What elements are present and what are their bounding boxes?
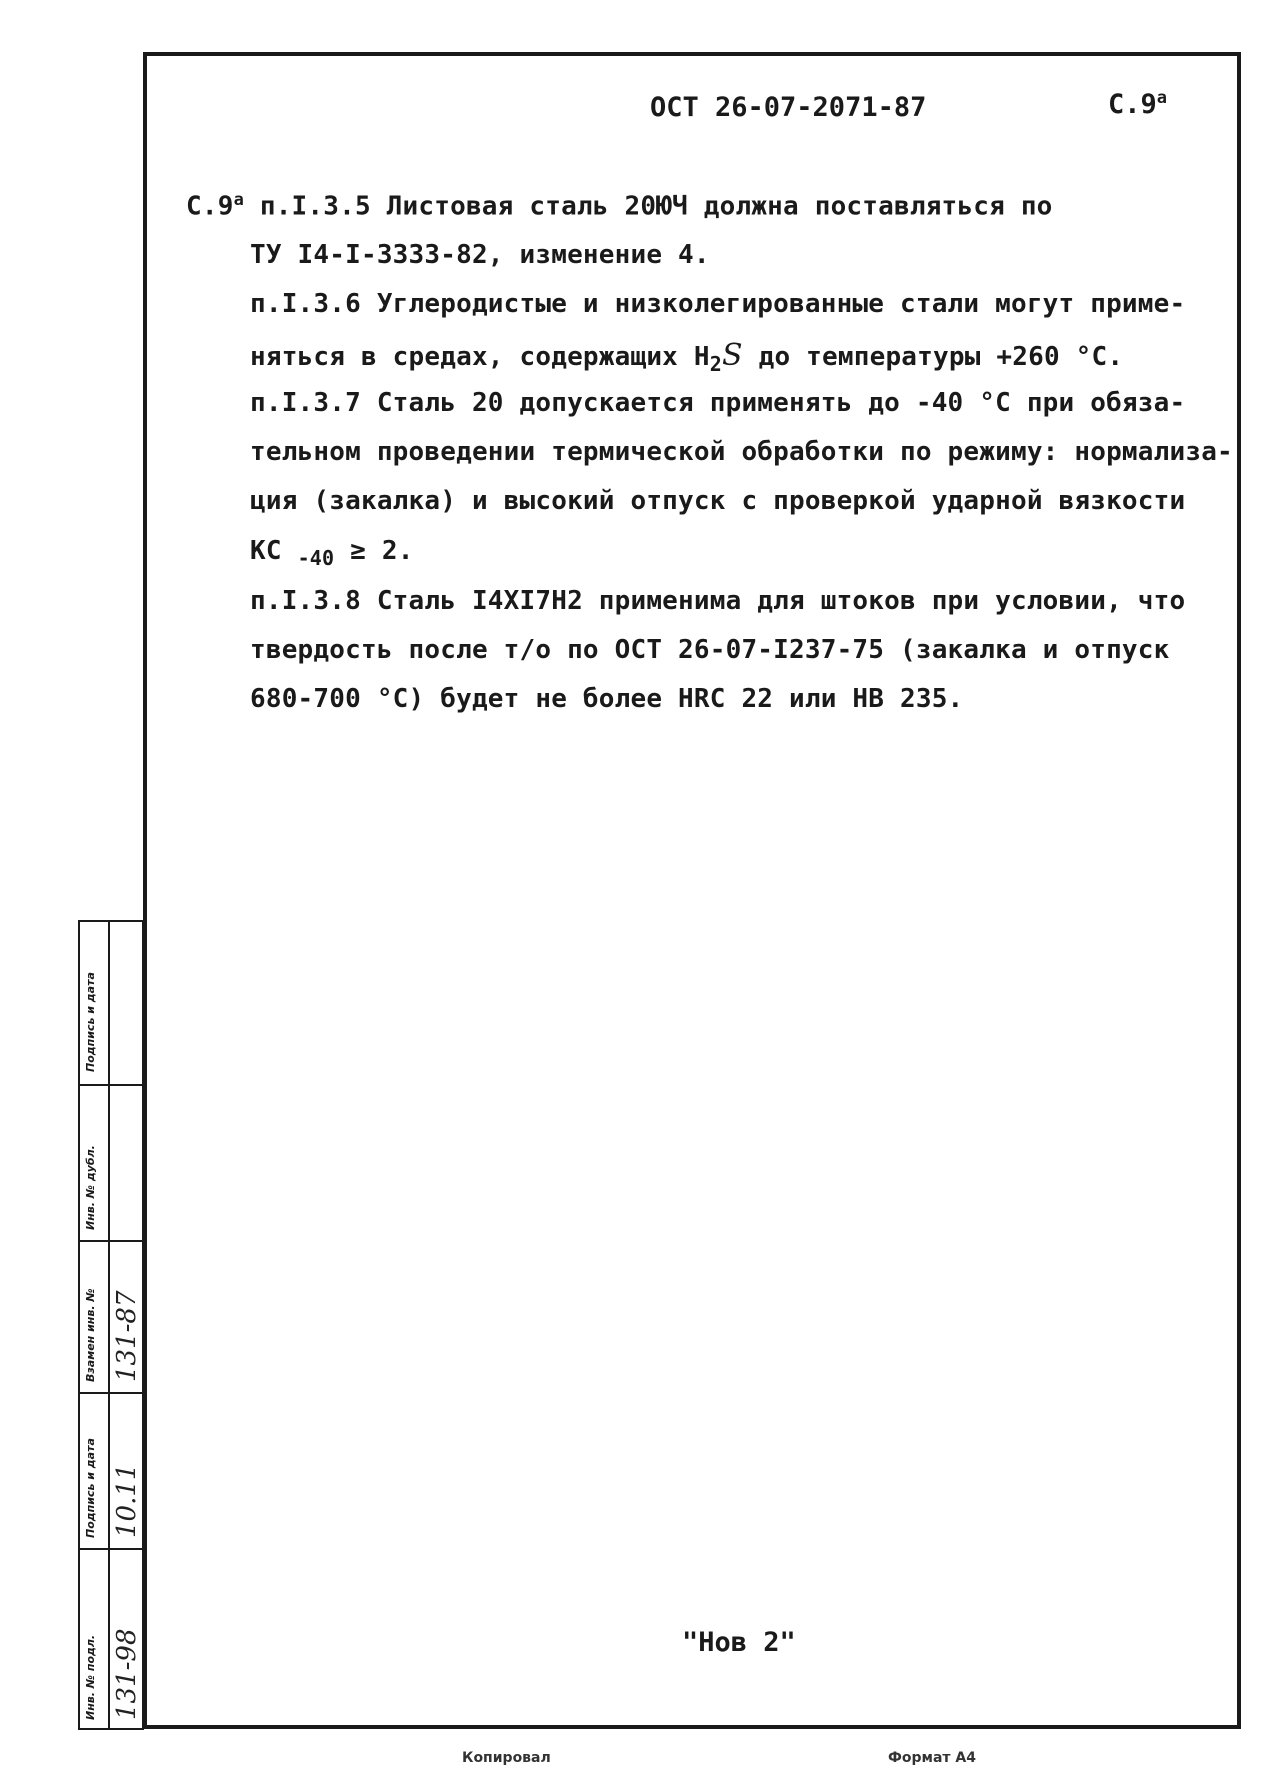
text-line-11: 680-700 °С) будет не более HRC 22 или НВ 235. (250, 684, 964, 714)
text-line-1: $С.9^а$ п.I.3.5 Листовая сталь 20ЮЧ должна поставляться по (186, 190, 1053, 222)
text-line-6: тельном проведении термической обработки по режиму: нормализа- (250, 437, 1233, 467)
text-line-2: ТУ I4-I-3333-82, изменение 4. (250, 240, 710, 270)
stamp-cell-duplicate-no: Инв. № дубл. (84, 1145, 97, 1230)
text-line-3: п.I.3.6 Углеродистые и низколегированные стали могут приме- (250, 289, 1186, 319)
format-label: Формат А4 (888, 1750, 976, 1766)
copied-label: Копировал (462, 1750, 551, 1766)
text-line-4: няться в средах, содержащих $H_2S$ до температуры +260 °С. (250, 338, 1124, 377)
text-line-7: ция (закалка) и высокий отпуск с проверкой ударной вязкости (250, 486, 1186, 516)
text-line-10: твердость после т/о по ОСТ 26-07-I237-75 (закалка и отпуск (250, 635, 1170, 665)
text-line-9: п.I.3.8 Сталь I4ХI7Н2 применима для штоков при условии, что (250, 586, 1186, 616)
page-number: $С.9^а$ (1108, 88, 1168, 120)
text-line-8: КС $_{-40}$ ≥ 2. (250, 536, 414, 571)
document-code: ОСТ 26-07-2071-87 (650, 92, 927, 123)
stamp-cell-original-no: Инв. № подл. 131-98 (84, 1628, 142, 1720)
revision-mark: "Нов 2" (682, 1627, 796, 1658)
text-line-5: п.I.3.7 Сталь 20 допускается применять до -40 °С при обяза- (250, 388, 1186, 418)
stamp-cell-replaces-no: Взамен инв. № 131-87 (84, 1288, 142, 1382)
stamp-cell-signature-1: Подпись и дата 10.11 (84, 1438, 142, 1538)
stamp-table (78, 920, 144, 1730)
stamp-cell-signature-2: Подпись и дата (84, 972, 97, 1072)
